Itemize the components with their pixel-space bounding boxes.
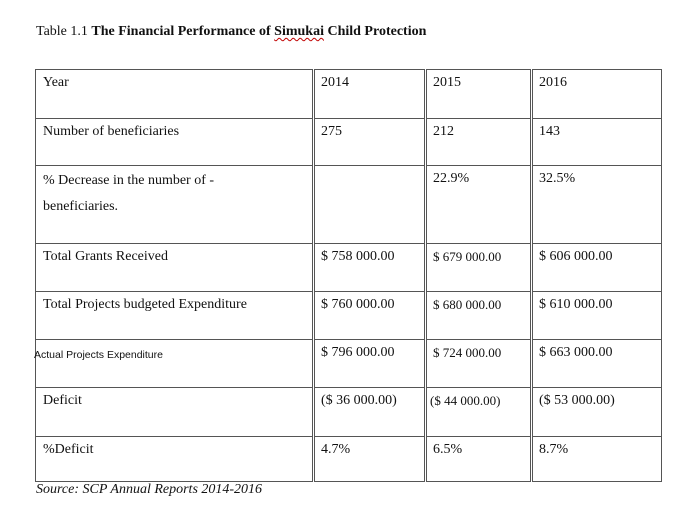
year-2016: 2016: [539, 75, 567, 90]
row-label-cell: [36, 119, 314, 166]
value-cell: [532, 166, 662, 244]
value-cell: [532, 437, 662, 482]
grants-2014: $ 758 000.00: [321, 249, 395, 264]
deficit-2015: ($ 44 000.00): [430, 393, 501, 408]
caption-title-spellcheck-word: Simukai: [274, 24, 324, 39]
deficit-2014: ($ 36 000.00): [321, 393, 397, 408]
caption-title: [91, 24, 426, 39]
decrease-2015: 22.9%: [433, 171, 470, 186]
table-row-percent-deficit: [36, 437, 662, 482]
actual-2015: $ 724 000.00: [433, 345, 502, 360]
value-cell: [532, 244, 662, 292]
value-cell: [426, 244, 532, 292]
percent-deficit-2015: 6.5%: [433, 442, 463, 457]
table-caption: [36, 24, 426, 40]
table-row-actual: [36, 340, 662, 388]
row-label-deficit: Deficit: [43, 393, 82, 408]
row-label-actual: Actual Projects Expenditure: [34, 349, 163, 361]
decrease-2016: 32.5%: [539, 171, 576, 186]
year-2015: 2015: [433, 75, 461, 90]
caption-title-end: Child Protection: [323, 24, 427, 39]
table-row-deficit: [36, 388, 662, 437]
value-cell: [532, 388, 662, 437]
budgeted-2014: $ 760 000.00: [321, 297, 395, 312]
caption-title-start: The Financial Performance of: [91, 24, 275, 39]
row-label-year: Year: [43, 75, 69, 90]
value-cell: [314, 244, 426, 292]
actual-2016: $ 663 000.00: [539, 345, 613, 360]
percent-deficit-2014: 4.7%: [321, 442, 351, 457]
table-row-grants: [36, 244, 662, 292]
row-label-decrease: % Decrease in the number of -beneficiaries.: [43, 173, 215, 214]
beneficiaries-2014: 275: [321, 124, 342, 139]
percent-deficit-2016: 8.7%: [539, 442, 569, 457]
row-label-grants: Total Grants Received: [43, 249, 168, 264]
value-cell: [532, 292, 662, 340]
value-cell: [426, 166, 532, 244]
year-cell: [314, 70, 426, 119]
deficit-2016: ($ 53 000.00): [539, 393, 615, 408]
beneficiaries-2015: 212: [433, 124, 454, 139]
actual-2014: $ 796 000.00: [321, 345, 395, 360]
year-cell: [532, 70, 662, 119]
table-row-year: [36, 70, 662, 119]
value-cell: [314, 119, 426, 166]
value-cell: [426, 340, 532, 388]
financial-performance-table: [35, 69, 662, 482]
row-label-budgeted: Total Projects budgeted Expenditure: [43, 297, 247, 312]
caption-prefix: Table 1.1: [36, 24, 88, 39]
value-cell: [426, 292, 532, 340]
value-cell: [426, 388, 532, 437]
value-cell: [314, 166, 426, 244]
table-row-budgeted: [36, 292, 662, 340]
value-cell: [532, 119, 662, 166]
decrease-2014: [315, 166, 424, 170]
row-label-cell: [36, 166, 314, 244]
grants-2016: $ 606 000.00: [539, 249, 613, 264]
row-label-cell: [36, 437, 314, 482]
value-cell: [426, 437, 532, 482]
value-cell: [532, 340, 662, 388]
value-cell: [314, 437, 426, 482]
row-label-cell: [36, 244, 314, 292]
row-label-cell: [36, 340, 314, 388]
row-label-percent-deficit: %Deficit: [43, 442, 94, 457]
value-cell: [426, 119, 532, 166]
beneficiaries-2016: 143: [539, 124, 560, 139]
year-2014: 2014: [321, 75, 349, 90]
table-row-decrease: [36, 166, 662, 244]
value-cell: [314, 292, 426, 340]
row-label-cell: [36, 292, 314, 340]
row-label-cell: [36, 70, 314, 119]
source-note: Source: SCP Annual Reports 2014-2016: [36, 482, 263, 497]
budgeted-2015: $ 680 000.00: [433, 297, 502, 312]
value-cell: [314, 388, 426, 437]
row-label-cell: [36, 388, 314, 437]
table-row-beneficiaries: [36, 119, 662, 166]
budgeted-2016: $ 610 000.00: [539, 297, 613, 312]
grants-2015: $ 679 000.00: [433, 249, 502, 264]
row-label-beneficiaries: Number of beneficiaries: [43, 124, 180, 139]
value-cell: [314, 340, 426, 388]
year-cell: [426, 70, 532, 119]
